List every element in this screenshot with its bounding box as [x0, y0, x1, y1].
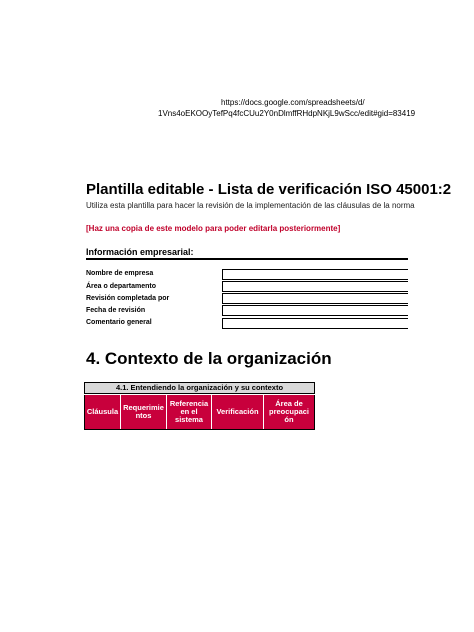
review-date-field[interactable]	[222, 305, 408, 316]
field-label-company-name: Nombre de empresa	[86, 270, 154, 277]
column-header-system-reference: Referencia en el sistema	[167, 395, 212, 429]
page-subtitle: Utiliza esta plantilla para hacer la revisión de la implementación de las cláusulas de la norma	[86, 201, 415, 210]
section-heading: 4. Contexto de la organización	[86, 349, 332, 368]
table-header-row	[84, 395, 315, 430]
url-line-2[interactable]: 1Vns4oEKOOyTefPq4fcCUu2Y0nDlmffRHdpNKjL9wScc/edit#gid=83419	[158, 109, 416, 118]
column-header-clause: Cláusula	[85, 395, 121, 429]
column-header-concern-area: Área de preocupaci ón	[264, 395, 314, 429]
reviewed-by-field[interactable]	[222, 293, 408, 304]
field-label-general-comment: Comentario general	[86, 319, 152, 326]
field-label-reviewed-by: Revisión completada por	[86, 295, 170, 302]
copy-note: [Haz una copia de este modelo para poder editarla posteriormente]	[86, 224, 341, 233]
url-line-1[interactable]: https://docs.google.com/spreadsheets/d/	[221, 98, 365, 107]
company-name-field[interactable]	[222, 269, 408, 280]
table-caption: 4.1. Entendiendo la organización y su contexto	[84, 382, 315, 394]
field-label-review-date: Fecha de revisión	[86, 307, 146, 314]
company-info-label: Información empresarial:	[86, 247, 194, 257]
section-divider	[86, 258, 408, 260]
page-title: Plantilla editable - Lista de verificación ISO 45001:2	[86, 181, 452, 198]
general-comment-field[interactable]	[222, 318, 408, 329]
department-field[interactable]	[222, 281, 408, 292]
column-header-verification: Verificación	[212, 395, 264, 429]
column-header-requirements: Requerimie ntos	[121, 395, 167, 429]
field-label-department: Área o departamento	[86, 283, 157, 290]
